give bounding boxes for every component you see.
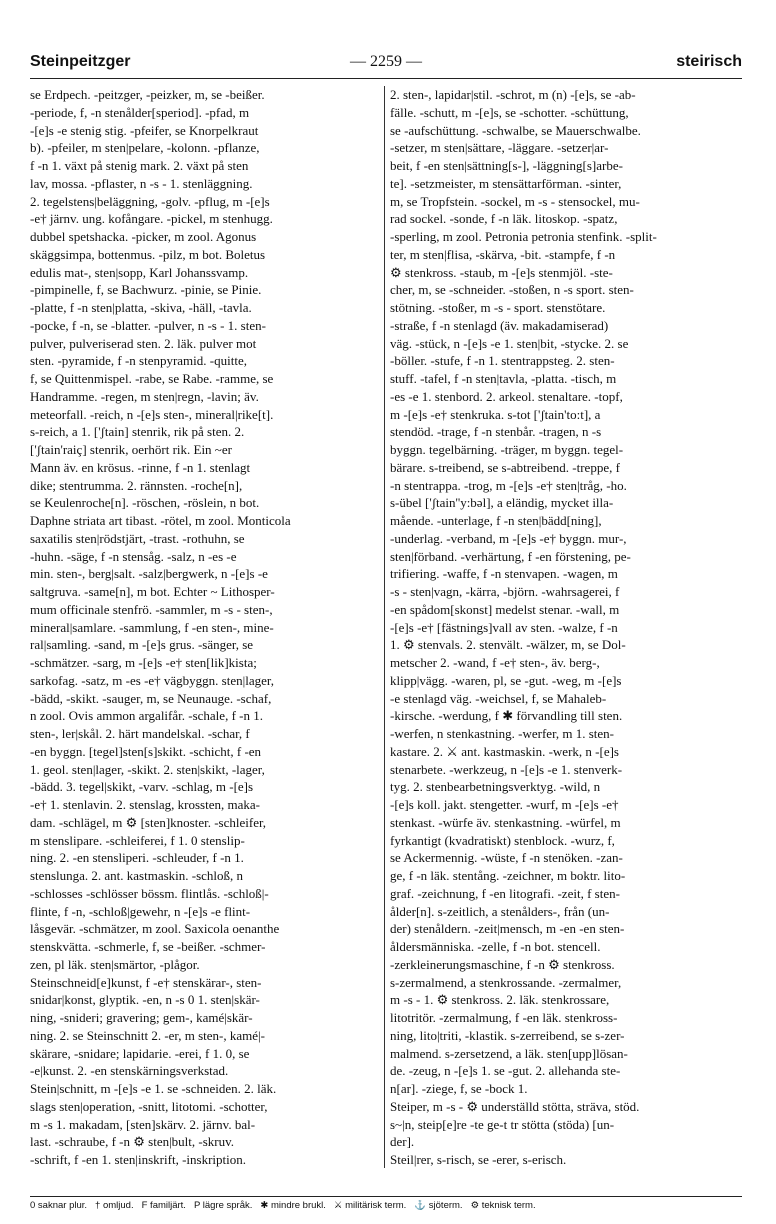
dictionary-line: dubbel spetshacka. -picker, m zool. Agonus: [30, 229, 257, 244]
dictionary-line: -en spådom[skonst] medelst stenar. -wall, m: [390, 601, 620, 617]
dictionary-line: -werfen, n stenkastning. -werfer, m 1. sten-: [390, 726, 615, 741]
page-header: [30, 52, 742, 76]
dictionary-line: bärare. s-treibend, se s-abtreibend. -treppe, f: [390, 459, 620, 475]
dictionary-line: sarkofag. -satz, m -es -e† vägbyggn. sten|lager,: [30, 672, 274, 688]
dictionary-line: flinte, f -n, -schloß|gewehr, n -[e]s -e flint-: [30, 903, 251, 919]
dictionary-line: stendöd. -trage, f -n stenbår. -tragen, n -s: [390, 424, 602, 440]
dictionary-line: ral|samling. -sand, m -[e]s grus. -sänger, se: [30, 637, 254, 653]
dictionary-line: zen, pl läk. sten|smärtor, -plågor.: [30, 956, 200, 972]
column-divider: [384, 86, 385, 1168]
dictionary-line: -underlag. -verband, m -[e]s -e† byggn. mur-,: [390, 530, 627, 546]
dictionary-line: kastare. 2. ⚔ ant. kastmaskin. -werk, n -[e]s: [390, 743, 619, 759]
footer-rule: [30, 1196, 742, 1197]
dictionary-line: se Erdpech. -peitzger, -peizker, m, se -beißer.: [30, 87, 265, 102]
dictionary-line: -straße, f -n stenlagd (äv. makadamiserad): [390, 317, 609, 333]
dictionary-line: -sperling, m zool. Petronia petronia stenfink. -split-: [390, 229, 657, 244]
dictionary-line: Steil|rer, s-risch, se -erer, s-erisch.: [390, 1152, 567, 1167]
dictionary-line: tyg. 2. stenbearbetningsverktyg. -wild, n: [390, 779, 601, 795]
dictionary-line: m -s 1. makadam, [sten]skärv. 2. järnv. bal-: [30, 1116, 256, 1132]
dictionary-line: f, se Quittenmispel. -rabe, se Rabe. -ramme, se: [30, 371, 274, 386]
dictionary-line: skärare, -snidare; lapidarie. -erei, f 1. 0, se: [30, 1045, 250, 1061]
dictionary-line: Daphne striata art tibast. -rötel, m zool. Monticola: [30, 513, 291, 528]
right-column: [390, 86, 742, 1190]
dictionary-line: -e† 1. stenlavin. 2. stenslag, krossten, maka-: [30, 797, 260, 812]
dictionary-line: saltgruva. -same[n], m bot. Echter ~ Lithosper-: [30, 584, 275, 599]
dictionary-line: trifiering. -waffe, f -n stenvapen. -wagen, m: [390, 566, 618, 582]
dictionary-line: -en byggn. [tegel]sten[s]skikt. -schicht, f -en: [30, 743, 262, 759]
dictionary-line: -periode, f, -n stenålder[speriod]. -pfad, m: [30, 104, 250, 120]
dictionary-line: s-zermalmend, a stenkrossande. -zermalmer,: [390, 974, 622, 990]
dictionary-line: ge, f -n läk. stentång. -zeichner, m boktr. lito-: [390, 868, 626, 883]
dictionary-line: -pocke, f -n, se -blatter. -pulver, n -s - 1. sten-: [30, 317, 266, 333]
dictionary-line: s~|n, steip[e]re -te ge-t tr stötta (stöda) [un-: [390, 1116, 615, 1132]
dictionary-line: mum officinale stenfrö. -sammler, m -s - sten-,: [30, 601, 273, 617]
dictionary-line: åldersmänniska. -zelle, f -n bot. stencell.: [390, 939, 601, 954]
legend-item: ⚔ militärisk term.: [333, 1200, 407, 1211]
dictionary-line: -e† järnv. ung. kofångare. -pickel, m stenhugg.: [30, 211, 273, 227]
dictionary-line: m stenslipare. -schleiferei, f 1. 0 stenslip-: [30, 832, 245, 848]
dictionary-line: stenarbete. -werkzeug, n -[e]s -e 1. stenverk-: [390, 761, 623, 777]
dictionary-line: mineral|samlare. -sammlung, f -en sten-, mine-: [30, 619, 274, 635]
dictionary-line: edulis mat-, sten|sopp, Karl Johanssvamp.: [30, 264, 249, 280]
legend-item: 0 saknar plur.: [30, 1200, 88, 1211]
dictionary-line: låsgevär. -schmätzer, m zool. Saxicola oenanthe: [30, 921, 280, 937]
dictionary-line: dike; stentrumma. 2. rännsten. -roche[n],: [30, 477, 243, 493]
dictionary-line: s-reich, a 1. ['ʃtain] stenrik, rik på sten. 2.: [30, 424, 245, 440]
dictionary-line: lav, mossa. -pflaster, n -s - 1. stenläggning.: [30, 175, 253, 191]
dictionary-line: dam. -schlägel, m ⚙ [sten]knoster. -schleifer,: [30, 814, 267, 830]
dictionary-line: -zerkleinerungsmaschine, f -n ⚙ stenkross.: [390, 956, 615, 972]
dictionary-line: se -aufschüttung. -schwalbe, se Mauerschwalbe.: [390, 122, 641, 138]
dictionary-line: cher, m, se -schneider. -stoßen, n -s sport. sten-: [390, 282, 634, 298]
dictionary-line: sten-, ler|skål. 2. härt mandelskal. -schar, f: [30, 726, 250, 741]
dictionary-line: graf. -zeichnung, f -en litografi. -zeit, f sten-: [390, 885, 620, 901]
dictionary-line: ning, lito|triti, -klastik. s-zerreibend, se s-zer-: [390, 1027, 625, 1043]
dictionary-line: mående. -unterlage, f -n sten|bädd[ning],: [390, 513, 602, 528]
dictionary-line: Steiper, m -s - ⚙ underställd stötta, sträva, stöd.: [390, 1098, 640, 1114]
dictionary-line: der) stenåldern. -zeit|mensch, m -en -en sten-: [390, 921, 625, 937]
dictionary-line: -n stentrappa. -trog, m -[e]s -e† sten|tråg, -ho.: [390, 477, 627, 493]
dictionary-line: -e|kunst. 2. -en stenskärningsverkstad.: [30, 1063, 229, 1079]
dictionary-line: b). -pfeiler, m sten|pelare, -kolonn. -pflanze,: [30, 140, 260, 156]
dictionary-line: -es -e 1. stenbord. 2. arkeol. stenaltare. -topf,: [390, 388, 623, 404]
dictionary-line: -schmätzer. -sarg, m -[e]s -e† sten[lik]kista;: [30, 655, 257, 670]
dictionary-line: stötning. -stoßer, m -s - sport. stenstötare.: [390, 300, 606, 315]
dictionary-line: 1. ⚙ stenvals. 2. stenvält. -wälzer, m, se Dol-: [390, 637, 626, 653]
dictionary-line: byggn. tegelbärning. -träger, m byggn. tegel-: [390, 442, 624, 457]
dictionary-line: ['ʃtain'raiç] stenrik, oerhört rik. Ein ~er: [30, 442, 232, 457]
dictionary-line: -schlosses -schlösser bössm. flintlås. -schloß|-: [30, 885, 269, 901]
dictionary-line: saxatilis sten|rödstjärt, -trast. -rothuhn, se: [30, 530, 245, 546]
dictionary-line: stuff. -tafel, f -n sten|tavla, -platta. -tisch, m: [390, 371, 617, 386]
dictionary-line: -setzer, m sten|sättare, -läggare. -setzer|ar-: [390, 140, 609, 156]
dictionary-line: -bädd, -skikt. -sauger, m, se Neunauge. -schaf,: [30, 690, 272, 706]
dictionary-line: -[e]s koll. jakt. stengetter. -wurf, m -[e]s -e†: [390, 797, 619, 812]
dictionary-line: malmend. s-zersetzend, a läk. sten[upp]lösan-: [390, 1045, 628, 1061]
dictionary-line: stenskvätta. -schmerle, f, se -beißer. -schmer-: [30, 939, 266, 954]
dictionary-line: ter, m sten|flisa, -skärva, -bit. -stampfe, f -n: [390, 246, 616, 262]
left-column: [30, 86, 380, 1190]
dictionary-line: sten|förband. -verhärtung, f -en förstening, pe-: [390, 548, 631, 564]
dictionary-line: snidar|konst, glyptik. -en, n -s 0 1. sten|skär-: [30, 992, 260, 1008]
dictionary-line: last. -schraube, f -n ⚙ sten|bult, -skruv.: [30, 1134, 235, 1150]
dictionary-line: 2. tegelstens|beläggning, -golv. -pflug, m -[e]s: [30, 193, 270, 209]
dictionary-line: m, se Tropfstein. -sockel, m -s - stensockel, mu-: [390, 193, 640, 209]
dictionary-line: ning. 2. se Steinschnitt 2. -er, m sten-, kamé|-: [30, 1027, 265, 1043]
dictionary-line: n zool. Ovis ammon argalifår. -schale, f -n 1.: [30, 708, 263, 724]
legend-item: F familjärt.: [141, 1200, 186, 1211]
dictionary-line: -bädd. 3. tegel|skikt, -varv. -schlag, m -[e]s: [30, 779, 254, 795]
header-right-guideword: steirisch: [676, 53, 742, 70]
dictionary-line: f -n 1. växt på stenig mark. 2. växt på sten: [30, 158, 249, 173]
dictionary-line: m -s - 1. ⚙ stenkross. 2. läk. stenkrossare,: [390, 992, 610, 1008]
dictionary-line: rad sockel. -sonde, f -n läk. litoskop. -spatz,: [390, 211, 618, 227]
dictionary-line: -s - sten|vagn, -kärra, -björn. -wahrsagerei, f: [390, 584, 620, 599]
dictionary-line: stenkast. -würfe äv. stenkastning. -würfel, m: [390, 814, 621, 830]
dictionary-line: 1. geol. sten|lager, -skikt. 2. sten|skikt, -lager,: [30, 761, 265, 777]
dictionary-line: Steinschneid[e]kunst, f -e† stenskärar-, sten-: [30, 974, 262, 990]
dictionary-line: skäggsimpa, bottenmus. -pilz, m bot. Boletus: [30, 246, 266, 262]
dictionary-line: ning, -snideri; gravering; gem-, kamé|skär-: [30, 1010, 253, 1025]
dictionary-line: ning. 2. -en stensliperi. -schleuder, f -n 1.: [30, 850, 244, 866]
dictionary-line: pulver, pulveriserad sten. 2. läk. pulver mot: [30, 335, 257, 351]
legend-item: ⚓ sjöterm.: [414, 1200, 463, 1211]
dictionary-line: -[e]s -e stenig stig. -pfeifer, se Knorpelkraut: [30, 122, 259, 138]
dictionary-line: 2. sten-, lapidar|stil. -schrot, m (n) -[e]s, se -ab-: [390, 87, 636, 102]
dictionary-line: stenslunga. 2. ant. kastmaskin. -schloß, n: [30, 868, 244, 883]
dictionary-line: se Keulenroche[n]. -röschen, -röslein, n bot.: [30, 495, 260, 511]
dictionary-line: -[e]s -e† [fästnings]vall av sten. -walze, f -n: [390, 619, 618, 635]
dictionary-line: ⚙ stenkross. -staub, m -[e]s stenmjöl. -ste-: [390, 264, 613, 280]
dictionary-line: Stein|schnitt, m -[e]s -e 1. se -schneiden. 2. läk.: [30, 1081, 277, 1096]
dictionary-line: te]. -setzmeister, m stensättarförman. -sinter,: [390, 175, 622, 191]
dictionary-line: de. -zeug, n -[e]s 1. se -gut. 2. allehanda ste-: [390, 1063, 621, 1079]
dictionary-line: -böller. -stufe, f -n 1. stentrappsteg. 2. sten-: [390, 353, 615, 369]
dictionary-line: -e stenlagd väg. -weichsel, f, se Mahaleb-: [390, 690, 607, 706]
header-left-guideword: Steinpeitzger: [30, 53, 131, 70]
dictionary-line: se Ackermennig. -wüste, f -n stenöken. -zan-: [390, 850, 623, 866]
dictionary-line: meteorfall. -reich, n -[e]s sten-, mineral|rike[t].: [30, 406, 274, 422]
dictionary-line: sten. -pyramide, f -n stenpyramid. -quitte,: [30, 353, 247, 369]
dictionary-line: beit, f -en sten|sättning[s-], -läggning[s]arbe-: [390, 158, 623, 173]
dictionary-line: der].: [390, 1134, 415, 1150]
legend-item: ⚙ teknisk term.: [470, 1200, 536, 1211]
dictionary-line: -pimpinelle, f, se Bachwurz. -pinie, se Pinie.: [30, 282, 262, 298]
dictionary-line: ålder[n]. s-zeitlich, a stenålders-, från (un-: [390, 903, 610, 919]
dictionary-line: klipp|vägg. -waren, pl, se -gut. -weg, m -[e]s: [390, 672, 622, 688]
dictionary-line: väg. -stück, n -[e]s -e 1. sten|bit, -stycke. 2. se: [390, 335, 629, 351]
dictionary-line: -kirsche. -werdung, f ✱ förvandling till sten.: [390, 708, 623, 724]
dictionary-line: n[ar]. -ziege, f, se -bock 1.: [390, 1081, 528, 1096]
header-rule: [30, 78, 742, 79]
dictionary-line: -platte, f -n sten|platta, -skiva, -häll, -tavla.: [30, 300, 252, 315]
dictionary-line: Handramme. -regen, m sten|regn, -lavin; äv.: [30, 388, 259, 404]
dictionary-line: fälle. -schutt, m -[e]s, se -schotter. -schüttung,: [390, 104, 629, 120]
dictionary-line: fyrkantigt (kvadratiskt) stenblock. -wurz, f,: [390, 832, 615, 848]
abbreviation-legend: [30, 1200, 742, 1211]
legend-item: ✱ mindre brukl.: [260, 1200, 326, 1211]
dictionary-line: s-übel ['ʃtain''y:bəl], a eländig, mycket illa-: [390, 495, 614, 511]
dictionary-line: Mann äv. en krösus. -rinne, f -n 1. stenlagt: [30, 459, 251, 475]
dictionary-line: slags sten|operation, -snitt, litotomi. -schotter,: [30, 1098, 268, 1114]
dictionary-line: -huhn. -säge, f -n stensåg. -salz, n -es -e: [30, 548, 237, 564]
legend-item: † omljud.: [95, 1200, 134, 1211]
dictionary-line: metscher 2. -wand, f -e† sten-, äv. berg-,: [390, 655, 600, 670]
dictionary-line: -schrift, f -en 1. sten|inskrift, -inskription.: [30, 1152, 246, 1167]
page-number: — 2259 —: [350, 53, 422, 70]
dictionary-line: litotritör. -zermalmung, f -en läk. stenkross-: [390, 1010, 618, 1025]
legend-item: P lägre språk.: [193, 1200, 253, 1211]
dictionary-line: min. sten-, berg|salt. -salz|bergwerk, n -[e]s -e: [30, 566, 268, 582]
dictionary-line: m -[e]s -e† stenkruka. s-tot ['ʃtain'to:t], a: [390, 406, 601, 422]
